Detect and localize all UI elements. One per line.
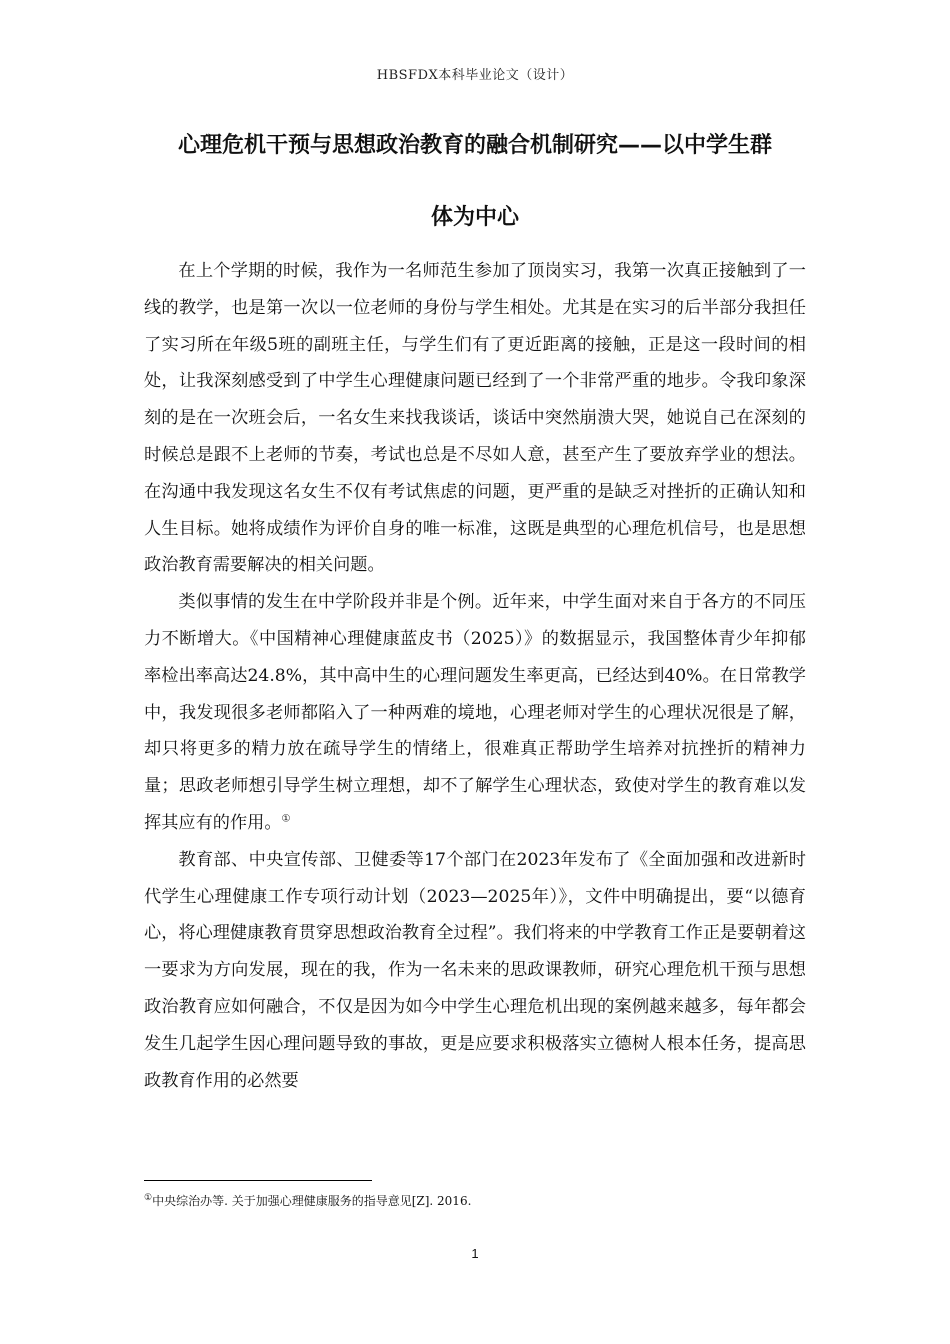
page-header: HBSFDX本科毕业论文（设计）	[376, 68, 574, 83]
paragraph-2: 类似事情的发生在中学阶段并非是个例。近年来，中学生面对来自于各方的不同压力不断增大。《中国精神心理健康蓝皮书（2025）》的数据显示，我国整体青少年抑郁率检出率高达24.8%，其中高中生的心理问题发生率更高，已经达到40%。在日常教学中，我发现很多老师都陷入了一种两难的境地，心理老师对学生的心理状况很是了解，却只将更多的精力放在疏导学生的情绪上，很难真正帮助学生培养对抗挫折的精神力量；思政老师想引导学生树立理想，却不了解学生心理状态，致使对学生的教育难以发挥其应有的作用。①	[144, 592, 806, 833]
footnote-mark: ①	[144, 1193, 153, 1203]
paragraph-3: 教育部、中央宣传部、卫健委等17个部门在2023年发布了《全面加强和改进新时代学生心理健康工作专项行动计划（2023—2025年）》，文件中明确提出，要“以德育心，将心理健康教育贯穿思想政治教育全过程”。我们将来的中学教育工作正是要朝着这一要求为方向发展，现在的我，作为一名未来的思政课教师，研究心理危机干预与思想政治教育应如何融合，不仅是因为如今中学生心理危机出现的案例越来越多，每年都会发生几起学生因心理问题导致的事故，更是应要求积极落实立德树人根本任务，提高思政教育作用的必然要	[144, 849, 806, 1091]
footnote-reference[interactable]: ①	[281, 813, 291, 825]
footnote-text: 中央综治办等. 关于加强心理健康服务的指导意见[Z]. 2016.	[152, 1194, 472, 1208]
body-text	[144, 253, 806, 1099]
page-number: 1	[471, 1246, 479, 1261]
paper-title-line-2: 体为中心	[430, 205, 519, 230]
paper-title-line-1: 心理危机干预与思想政治教育的融合机制研究——以中学生群	[177, 133, 772, 158]
footnote	[144, 1192, 806, 1209]
footnote-divider	[144, 1180, 372, 1181]
paragraph-1: 在上个学期的时候，我作为一名师范生参加了顶岗实习，我第一次真正接触到了一线的教学，也是第一次以一位老师的身份与学生相处。尤其是在实习的后半部分我担任了实习所在年级5班的副班主任，与学生们有了更近距离的接触，正是这一段时间的相处，让我深刻感受到了中学生心理健康问题已经到了一个非常严重的地步。令我印象深刻的是在一次班会后，一名女生来找我谈话，谈话中突然崩溃大哭，她说自己在深刻的时候总是跟不上老师的节奏，考试也总是不尽如人意，甚至产生了要放弃学业的想法。在沟通中我发现这名女生不仅有考试焦虑的问题，更严重的是缺乏对挫折的正确认知和人生目标。她将成绩作为评价自身的唯一标准，这既是典型的心理危机信号，也是思想政治教育需要解决的相关问题。	[144, 261, 806, 576]
